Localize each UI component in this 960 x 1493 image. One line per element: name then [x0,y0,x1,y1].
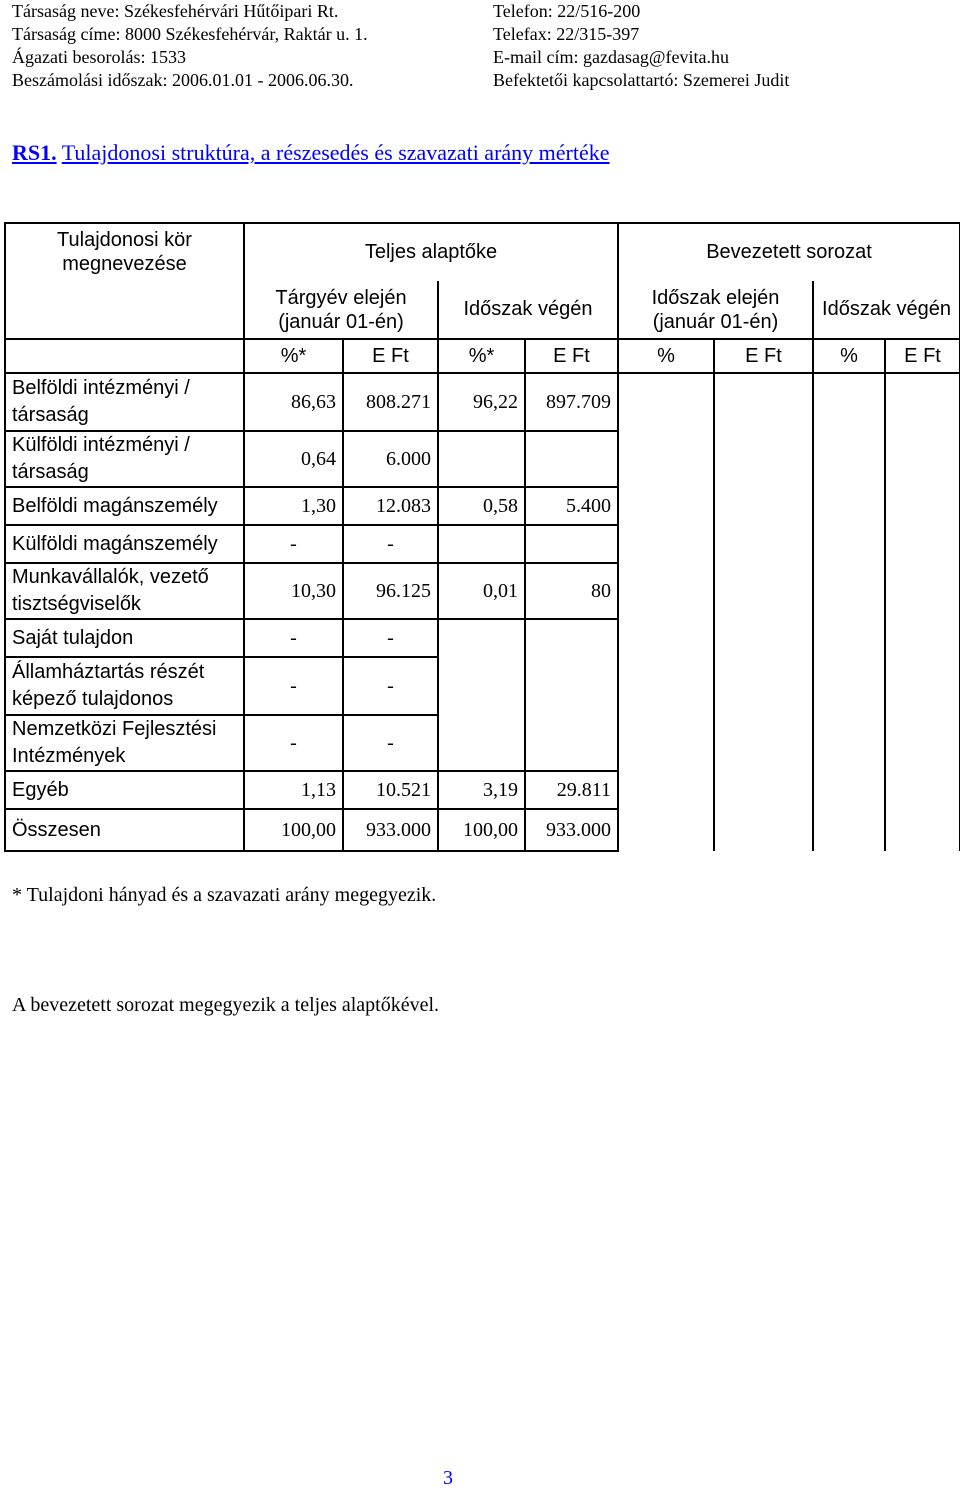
ownership-table [4,222,960,852]
value-cell: 5.400 [525,487,618,525]
empty-cell [714,715,813,771]
table-row [5,657,960,715]
value-cell: 12.083 [343,487,438,525]
empty-cell [813,563,885,619]
value-cell: 29.811 [525,771,618,809]
sector-classification: Ágazati besorolás: 1533 [12,47,186,67]
owner-name: Egyéb [5,771,244,809]
email: E-mail cím: gazdasag@fevita.hu [493,47,729,67]
table-row [5,715,960,771]
empty-cell [714,563,813,619]
total-capital-header: Teljes alaptőke [244,223,618,281]
owner-name: Belföldi intézményi / társaság [5,373,244,431]
empty-cell [714,619,813,657]
empty-cell [618,715,714,771]
unit-label: % [813,339,885,373]
page-number: 3 [443,1467,453,1489]
empty-cell [525,525,618,563]
value-cell: 808.271 [343,373,438,431]
owner-header: Tulajdonosi kör megnevezése [5,223,244,339]
empty-cell [885,431,960,487]
value-cell: - [343,525,438,563]
empty-cell [885,715,960,771]
empty-cell [714,431,813,487]
empty-cell [618,487,714,525]
value-cell: - [244,715,343,771]
value-cell: - [343,657,438,715]
value-cell: 3,19 [438,771,525,809]
footnote: * Tulajdoni hányad és a szavazati arány megegyezik. [12,884,437,906]
phone: Telefon: 22/516-200 [493,1,641,21]
value-cell: - [244,525,343,563]
empty-cell [813,619,885,657]
empty-cell [714,525,813,563]
value-cell: 100,00 [438,809,525,851]
empty-cell [885,619,960,657]
owner-name: Saját tulajdon [5,619,244,657]
empty-cell [885,809,960,851]
company-info [12,0,368,92]
investor-contact: Befektetői kapcsolattartó: Szemerei Judit [493,70,790,90]
value-cell: 933.000 [343,809,438,851]
unit-label: E Ft [885,339,960,373]
series-end-header: Időszak végén [813,281,960,339]
table-row [5,373,960,431]
contact-info [493,0,789,92]
value-cell: 96,22 [438,373,525,431]
empty-cell [714,657,813,715]
value-cell: 96.125 [343,563,438,619]
series-header: Bevezetett sorozat [618,223,960,281]
owner-name: Külföldi magánszemély [5,525,244,563]
empty-cell [438,619,525,657]
empty-cell [885,487,960,525]
value-cell: 0,58 [438,487,525,525]
fax: Telefax: 22/315-397 [493,24,640,44]
empty-cell [813,771,885,809]
owner-name: Munkavállalók, vezető tisztségviselők [5,563,244,619]
empty-cell [813,373,885,431]
table-row [5,525,960,563]
empty-cell [714,373,813,431]
unit-label: %* [244,339,343,373]
value-cell: 80 [525,563,618,619]
value-cell: 1,30 [244,487,343,525]
value-cell: 897.709 [525,373,618,431]
section-title-text: Tulajdonosi struktúra, a részesedés és szavazati arány mértéke [61,140,610,165]
table-row [5,563,960,619]
owner-name: Államháztartás részét képező tulajdonos [5,657,244,715]
value-cell: 0,01 [438,563,525,619]
empty-cell [618,657,714,715]
empty-cell [525,431,618,487]
series-note: A bevezetett sorozat megegyezik a teljes alaptőkével. [12,994,440,1016]
period-start-header: Tárgyév elején (január 01-én) [244,281,438,339]
empty-cell [438,525,525,563]
section-code: RS1. [12,140,57,165]
units-blank [5,339,244,373]
empty-cell [813,525,885,563]
empty-cell [885,563,960,619]
table-row [5,431,960,487]
empty-cell [714,487,813,525]
empty-cell [813,657,885,715]
empty-cell [618,771,714,809]
value-cell: - [343,619,438,657]
empty-cell [813,487,885,525]
empty-cell [618,431,714,487]
empty-cell [813,715,885,771]
unit-label: E Ft [343,339,438,373]
value-cell: 1,13 [244,771,343,809]
company-name: Társaság neve: Székesfehérvári Hűtőipari Rt. [12,1,339,21]
empty-cell [438,657,525,715]
unit-label: % [618,339,714,373]
value-cell: 100,00 [244,809,343,851]
empty-cell [438,715,525,771]
owner-name: Nemzetközi Fejlesztési Intézmények [5,715,244,771]
reporting-period: Beszámolási időszak: 2006.01.01 - 2006.06.30. [12,70,354,90]
owner-name: Összesen [5,809,244,851]
empty-cell [525,657,618,715]
owner-name: Külföldi intézményi / társaság [5,431,244,487]
value-cell: 10,30 [244,563,343,619]
empty-cell [813,431,885,487]
empty-cell [885,657,960,715]
empty-cell [618,563,714,619]
value-cell: 0,64 [244,431,343,487]
empty-cell [813,809,885,851]
table-row [5,771,960,809]
series-start-header: Időszak elején (január 01-én) [618,281,813,339]
empty-cell [618,619,714,657]
unit-label: %* [438,339,525,373]
empty-cell [618,525,714,563]
company-address: Társaság címe: 8000 Székesfehérvár, Raktár u. 1. [12,24,368,44]
empty-cell [438,431,525,487]
empty-cell [618,373,714,431]
empty-cell [525,619,618,657]
section-title [12,140,610,166]
value-cell: 933.000 [525,809,618,851]
empty-cell [885,373,960,431]
value-cell: 86,63 [244,373,343,431]
value-cell: - [343,715,438,771]
value-cell: - [244,657,343,715]
empty-cell [525,715,618,771]
value-cell: 6.000 [343,431,438,487]
empty-cell [885,771,960,809]
table-row [5,809,960,851]
value-cell: 10.521 [343,771,438,809]
empty-cell [714,771,813,809]
unit-label: E Ft [714,339,813,373]
period-end-header: Időszak végén [438,281,618,339]
empty-cell [885,525,960,563]
empty-cell [714,809,813,851]
value-cell: - [244,619,343,657]
unit-label: E Ft [525,339,618,373]
owner-name: Belföldi magánszemély [5,487,244,525]
table-row [5,487,960,525]
table-row [5,619,960,657]
empty-cell [618,809,714,851]
